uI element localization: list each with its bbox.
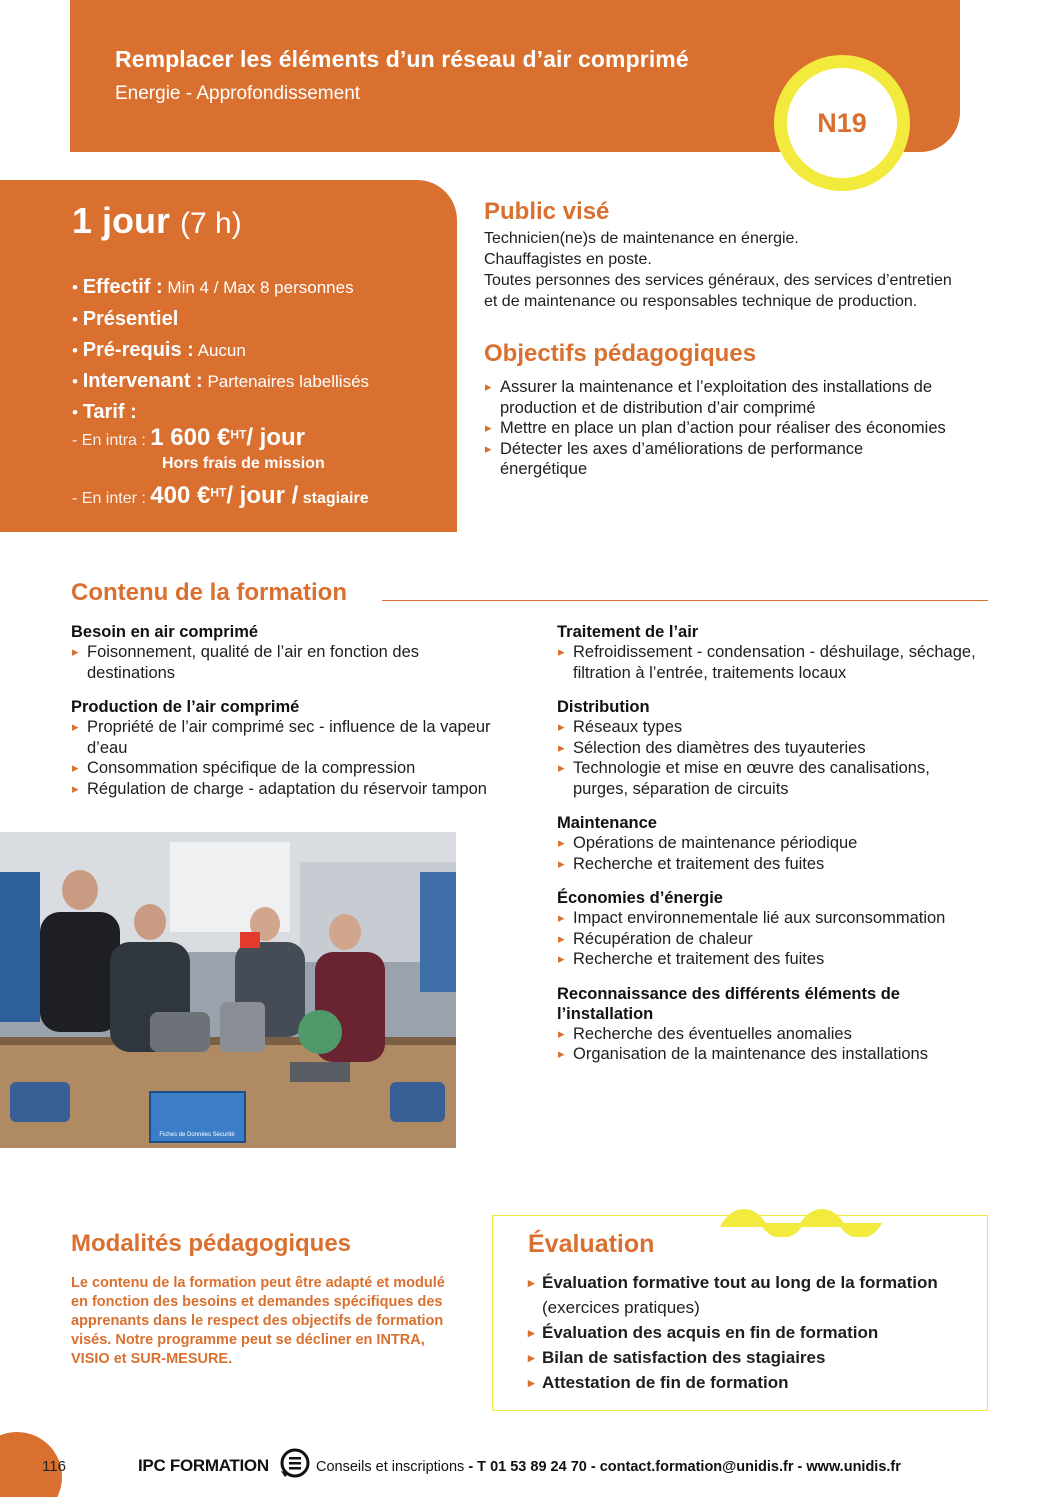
duration-hours: (7 h) — [180, 207, 242, 240]
intra-price-line — [72, 424, 305, 452]
presentiel-label: Présentiel — [82, 308, 179, 330]
list-item: ▸ Recherche des éventuelles anomalies — [557, 1024, 989, 1045]
list-item: ▸ Foisonnement, qualité de l’air en fonction des destinations — [71, 642, 491, 683]
section-title: Traitement de l’air — [557, 623, 699, 641]
public-text — [484, 228, 994, 312]
intra-unit: / jour — [246, 424, 306, 451]
duration-days: 1 jour — [72, 200, 171, 241]
effectif-label: Effectif : — [82, 276, 163, 298]
page-subtitle: Energie - Approfondissement — [115, 83, 361, 104]
list-item: ▸ Impact environnementale lié aux surconsommation — [557, 908, 989, 929]
list-item: ▸ Régulation de charge - adaptation du réservoir tampon — [71, 779, 491, 800]
prerequis-label: Pré-requis : — [82, 339, 194, 361]
section-title: Économies d’énergie — [557, 889, 723, 907]
modalites-heading: Modalités pédagogiques — [71, 1230, 352, 1257]
section-list — [557, 833, 989, 874]
inter-price: 400 € — [150, 482, 211, 509]
inter-ht: HT — [210, 485, 227, 500]
list-item: ▸ Récupération de chaleur — [557, 929, 989, 950]
list-item: ▸ Opérations de maintenance périodique — [557, 833, 989, 854]
section-list — [71, 642, 491, 683]
list-item: (exercices pratiques) — [542, 1298, 700, 1317]
tarif-label: Tarif : — [82, 401, 137, 423]
presentiel-line: • Présentiel — [72, 308, 179, 330]
list-item: ▸ Consommation spécifique de la compression — [71, 758, 491, 779]
footer-contact — [316, 1459, 901, 1475]
contenu-right-column — [557, 622, 989, 1065]
list-item: ▸ Propriété de l’air comprimé sec - influence de la vapeur d’eau — [71, 717, 491, 758]
contact-logo-icon — [279, 1447, 311, 1479]
footer-contact-details: - T 01 53 89 24 70 - contact.formation@unidis.fr - www.unidis.fr — [468, 1459, 901, 1475]
intra-price: 1 600 € — [150, 424, 231, 451]
section-title: Reconnaissance des différents éléments de l’installation — [557, 984, 900, 1023]
intervenant-value: Partenaires labellisés — [207, 372, 370, 391]
intra-label: - En intra : — [72, 432, 146, 449]
section-list — [557, 717, 989, 799]
objectifs-heading: Objectifs pédagogiques — [484, 340, 757, 367]
workshop-photo — [0, 832, 456, 1148]
prerequis-value: Aucun — [197, 341, 246, 360]
section-list — [557, 1024, 989, 1065]
evaluation-heading: Évaluation — [528, 1230, 655, 1258]
objectifs-list — [484, 377, 994, 480]
list-item: ▸ Assurer la maintenance et l’exploitation des installations de production et de distribution d’air comprimé — [484, 377, 994, 418]
inter-label: - En inter : — [72, 490, 146, 507]
evaluation-list — [528, 1270, 968, 1395]
list-item: ▸ Mettre en place un plan d’action pour réaliser des économies — [484, 418, 994, 439]
decorative-dots-icon — [720, 1197, 920, 1237]
intervenant-label: Intervenant : — [82, 370, 203, 392]
public-heading: Public visé — [484, 198, 610, 225]
prerequis-line: • Pré-requis : Aucun — [72, 339, 246, 361]
section-title: Besoin en air comprimé — [71, 623, 259, 641]
list-item: ▸ Bilan de satisfaction des stagiaires — [528, 1345, 968, 1370]
list-item: ▸ Sélection des diamètres des tuyauteries — [557, 738, 989, 759]
intra-ht: HT — [230, 427, 247, 442]
list-item: ▸ Évaluation formative tout au long de la formation — [528, 1270, 968, 1295]
section-list — [557, 642, 989, 683]
inter-small: stagiaire — [302, 490, 369, 507]
section-title: Distribution — [557, 698, 650, 716]
section-list — [557, 908, 989, 970]
list-item: ▸ Évaluation des acquis en fin de formation — [528, 1320, 968, 1345]
duration — [72, 200, 242, 242]
list-item: ▸ Réseaux types — [557, 717, 989, 738]
modalites-text: Le contenu de la formation peut être adapté et modulé en fonction des besoins et demandes spécifiques des apprenants dans le respect des objectifs de formation visés. Notre programme peut se décliner en INTRA, VISIO et SUR-MESURE. — [71, 1275, 445, 1367]
list-item: ▸ Organisation de la maintenance des installations — [557, 1044, 989, 1065]
tarif-line: • Tarif : — [72, 401, 137, 423]
inter-price-line — [72, 482, 369, 510]
public-line: Toutes personnes des services généraux, des services d’entretien — [484, 272, 952, 289]
divider — [382, 600, 988, 601]
intervenant-line: • Intervenant : Partenaires labellisés — [72, 370, 370, 392]
section-title: Maintenance — [557, 814, 657, 832]
section-title: Production de l’air comprimé — [71, 698, 300, 716]
footer-brand: IPC FORMATION — [138, 1456, 269, 1475]
list-item: ▸ Détecter les axes d’améliorations de performance énergétique — [484, 439, 994, 480]
inter-unit: / jour / — [226, 482, 299, 509]
list-item: ▸ Refroidissement - condensation - déshuilage, séchage, filtration à l’entrée, traitements locaux — [557, 642, 989, 683]
list-item: ▸ Attestation de fin de formation — [528, 1370, 968, 1395]
public-line: Chauffagistes en poste. — [484, 251, 652, 268]
course-code: N19 — [817, 108, 867, 138]
public-line: Technicien(ne)s de maintenance en énergie. — [484, 230, 799, 247]
list-item: ▸ Recherche et traitement des fuites — [557, 949, 989, 970]
contenu-left-column — [71, 622, 491, 799]
page-title: Remplacer les éléments d’un réseau d’air comprimé — [115, 46, 689, 72]
page-number: 116 — [42, 1458, 66, 1475]
intra-note: Hors frais de mission — [162, 455, 325, 472]
effectif-line: • Effectif : Min 4 / Max 8 personnes — [72, 276, 354, 298]
photo-sign-text: Fiches de Données Sécurité — [159, 1132, 235, 1138]
public-line: et de maintenance ou responsables technique de production. — [484, 293, 918, 310]
list-item: ▸ Recherche et traitement des fuites — [557, 854, 989, 875]
effectif-value: Min 4 / Max 8 personnes — [167, 278, 354, 297]
footer-label: Conseils et inscriptions — [316, 1459, 465, 1475]
contenu-heading: Contenu de la formation — [71, 579, 347, 606]
list-item: ▸ Technologie et mise en œuvre des canalisations, purges, séparation de circuits — [557, 758, 989, 799]
section-list — [71, 717, 491, 799]
